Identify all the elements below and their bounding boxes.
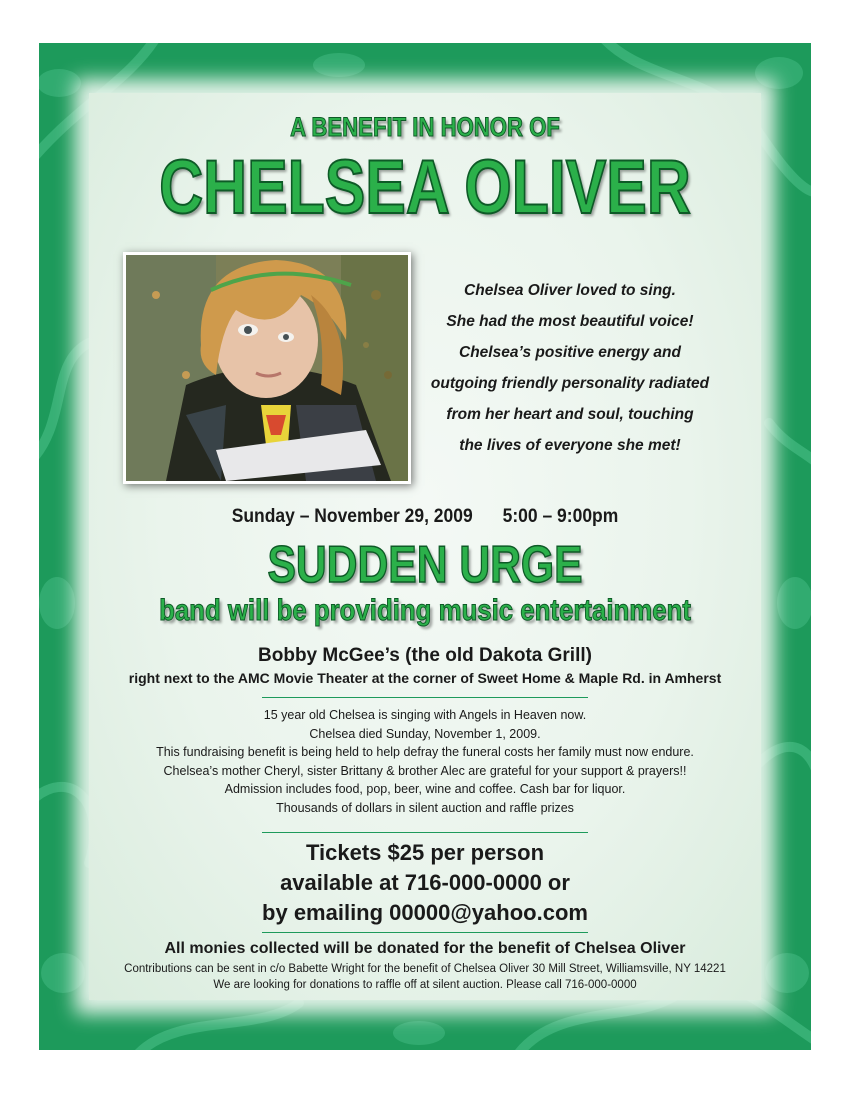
divider-rule bbox=[262, 932, 588, 933]
band-note: band will be providing music entertainment bbox=[159, 594, 691, 627]
benefit-kicker: A BENEFIT IN HONOR OF bbox=[290, 112, 560, 142]
quote-line: outgoing friendly personality radiated bbox=[430, 375, 710, 392]
benefit-details bbox=[0, 706, 850, 817]
detail-line: Admission includes food, pop, beer, wine and coffee. Cash bar for liquor. bbox=[224, 782, 626, 796]
quote-line: the lives of everyone she met! bbox=[459, 437, 681, 454]
donation-note: All monies collected will be donated for the benefit of Chelsea Oliver bbox=[164, 940, 686, 957]
event-date: Sunday – November 29, 2009 bbox=[231, 506, 473, 527]
quote-line: Chelsea Oliver loved to sing. bbox=[464, 282, 676, 299]
quote-line: Chelsea’s positive energy and bbox=[459, 344, 681, 361]
divider-rule bbox=[262, 832, 588, 833]
raffle-donations-note: We are looking for donations to raffle off at silent auction. Please call 716-000-0000 bbox=[213, 979, 637, 991]
quote-line: from her heart and soul, touching bbox=[446, 406, 694, 423]
detail-line: Chelsea’s mother Cheryl, sister Brittany & brother Alec are grateful for your support & prayers!! bbox=[163, 763, 687, 778]
venue-location: right next to the AMC Movie Theater at the corner of Sweet Home & Maple Rd. in Amherst bbox=[128, 670, 722, 686]
honoree-name: CHELSEA OLIVER bbox=[159, 145, 691, 230]
detail-line: Thousands of dollars in silent auction and raffle prizes bbox=[276, 800, 574, 815]
ticket-line: by emailing 00000@yahoo.com bbox=[262, 900, 588, 925]
portrait-photo bbox=[123, 252, 411, 484]
ticket-line: available at 716-000-0000 or bbox=[280, 870, 570, 895]
tribute-quote bbox=[410, 275, 730, 461]
portrait-illustration bbox=[126, 255, 408, 481]
band-name: SUDDEN URGE bbox=[267, 536, 583, 594]
venue-name: Bobby McGee’s (the old Dakota Grill) bbox=[258, 645, 592, 666]
event-date-time bbox=[34, 506, 816, 528]
contributions-address: Contributions can be sent in c/o Babette Wright for the benefit of Chelsea Oliver 30 Mill Street, Williamsville, NY 14221 bbox=[124, 963, 726, 975]
divider-rule bbox=[262, 697, 588, 698]
detail-line: This fundraising benefit is being held to help defray the funeral costs her family must now endure. bbox=[156, 745, 694, 759]
detail-line: 15 year old Chelsea is singing with Angels in Heaven now. bbox=[263, 708, 587, 722]
ticket-line: Tickets $25 per person bbox=[305, 840, 545, 865]
detail-line: Chelsea died Sunday, November 1, 2009. bbox=[309, 726, 541, 741]
event-time: 5:00 – 9:00pm bbox=[502, 506, 619, 527]
ticket-info bbox=[0, 838, 850, 928]
quote-line: She had the most beautiful voice! bbox=[446, 313, 694, 330]
